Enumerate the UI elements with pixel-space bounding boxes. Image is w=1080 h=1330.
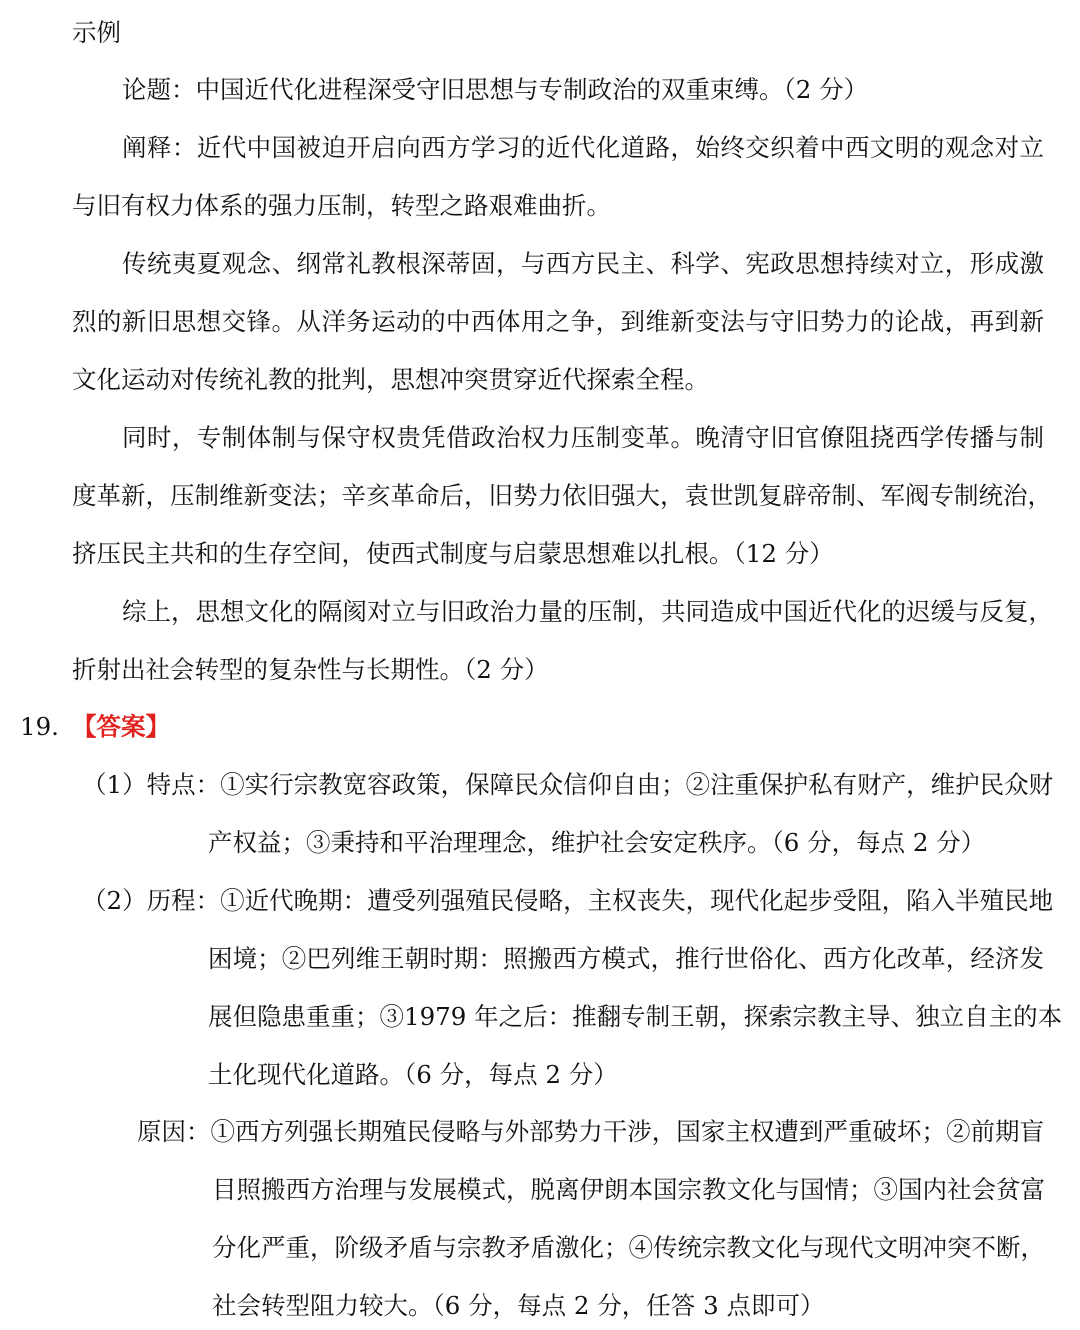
answer-line: （2）历程：①近代晚期：遭受列强殖民侵略，主权丧失，现代化起步受阻，陷入半殖民地 xyxy=(82,886,1054,915)
answer-line: 产权益；③秉持和平治理理念，维护社会安定秩序。（6 分，每点 2 分） xyxy=(208,828,986,857)
paragraph-line: 同时，专制体制与保守权贵凭借政治权力压制变革。晚清守旧官僚阻挠西学传播与制 xyxy=(122,423,1044,452)
paragraph-line: 折射出社会转型的复杂性与长期性。（2 分） xyxy=(72,655,549,684)
paragraph-line: 度革新，压制维新变法；辛亥革命后，旧势力依旧强大，袁世凯复辟帝制、军阀专制统治， xyxy=(72,481,1052,510)
paragraph-line: 文化运动对传统礼教的批判，思想冲突贯穿近代探索全程。 xyxy=(72,365,709,394)
reason-line: 分化严重，阶级矛盾与宗教矛盾激化；④传统宗教文化与现代文明冲突不断， xyxy=(212,1233,1045,1262)
explanation-line: 与旧有权力体系的强力压制，转型之路艰难曲折。 xyxy=(72,191,611,220)
paragraph-line: 综上，思想文化的隔阂对立与旧政治力量的压制，共同造成中国近代化的迟缓与反复， xyxy=(122,597,1053,626)
paragraph-line: 挤压民主共和的生存空间，使西式制度与启蒙思想难以扎根。（12 分） xyxy=(72,539,834,568)
reason-line: 社会转型阻力较大。（6 分，每点 2 分，任答 3 点即可） xyxy=(212,1291,825,1320)
answer-tag: 【答案】 xyxy=(72,712,170,741)
section-heading: 示例 xyxy=(72,18,121,47)
explanation-line: 阐释：近代中国被迫开启向西方学习的近代化道路，始终交织着中西文明的观念对立 xyxy=(122,133,1044,162)
thesis-line: 论题：中国近代化进程深受守旧思想与专制政治的双重束缚。（2 分） xyxy=(122,75,869,104)
answer-line: （1）特点：①实行宗教宽容政策，保障民众信仰自由；②注重保护私有财产，维护民众财 xyxy=(82,770,1054,799)
answer-line: 困境；②巴列维王朝时期：照搬西方模式，推行世俗化、西方化改革，经济发 xyxy=(208,944,1044,973)
answer-line: 展但隐患重重；③1979 年之后：推翻专制王朝，探索宗教主导、独立自主的本 xyxy=(208,1002,1063,1031)
question-number: 19. xyxy=(20,712,59,741)
reason-line: 目照搬西方治理与发展模式，脱离伊朗本国宗教文化与国情；③国内社会贫富 xyxy=(212,1175,1045,1204)
answer-line: 土化现代化道路。（6 分，每点 2 分） xyxy=(208,1060,618,1089)
reason-line: 原因：①西方列强长期殖民侵略与外部势力干涉，国家主权遭到严重破坏；②前期盲 xyxy=(137,1117,1044,1146)
paragraph-line: 传统夷夏观念、纲常礼教根深蒂固，与西方民主、科学、宪政思想持续对立，形成激 xyxy=(122,249,1044,278)
paragraph-line: 烈的新旧思想交锋。从洋务运动的中西体用之争，到维新变法与守旧势力的论战，再到新 xyxy=(72,307,1044,336)
